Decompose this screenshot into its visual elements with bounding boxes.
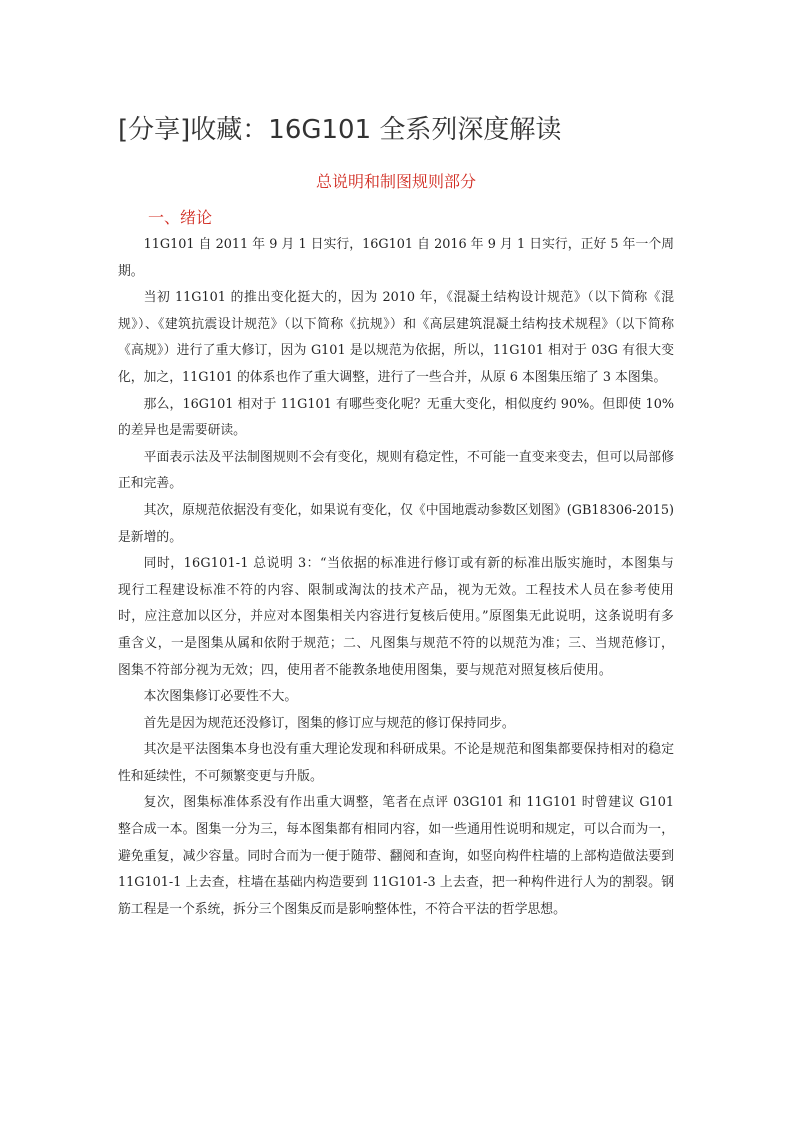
- subsection-title: 一、绪论: [148, 208, 213, 227]
- paragraph-4: 平面表示法及平法制图规则不会有变化，规则有稳定性，不可能一直变来变去，但可以局部修正和完善。: [118, 449, 674, 492]
- paragraph-3: 那么，16G101 相对于 11G101 有哪些变化呢？无重大变化，相似度约 90%。但即使 10%的差异也是需要研读。: [118, 396, 674, 439]
- page-title: [分享]收藏：16G101 全系列深度解读: [118, 115, 562, 145]
- paragraph-8: 首先是因为规范还没修订，图集的修订应与规范的修订保持同步。: [143, 715, 515, 731]
- paragraph-2: 当初 11G101 的推出变化挺大的，因为 2010 年，《混凝土结构设计规范》（以下简称《混规》）、《建筑抗震设计规范》（以下简称《抗规》）和《高层建筑混凝土结构技术规程》（以下简称《高规》）进行了重大修订，因为 G101 是以规范为依据，所以，11G101 相对于 03G 有很大变化，加之，11G101 的体系也作了重大调整，进行了一些合并，从原 6 本图集压缩了 3 本图集。: [118, 290, 674, 385]
- paragraph-7: 本次图集修订必要性不大。: [143, 689, 298, 705]
- paragraph-5: 其次，原规范依据没有变化，如果说有变化，仅《中国地震动参数区划图》(GB18306-2015) 是新增的。: [118, 502, 674, 545]
- paragraph-9: 其次是平法图集本身也没有重大理论发现和科研成果。不论是规范和图集都要保持相对的稳定性和延续性，不可频繁变更与升版。: [118, 742, 674, 784]
- paragraph-6: 同时，16G101-1 总说明 3：“当依据的标准进行修订或有新的标准出版实施时，本图集与现行工程建设标准不符的内容、限制或淘汰的技术产品，视为无效。工程技术人员在参考使用时，应注意加以区分，并应对本图集相关内容进行复核后使用。”原图集无此说明，这条说明有多重含义，一是图集从属和依附于规范；二、凡图集与规范不符的以规范为准；三、当规范修订，图集不符部分视为无效；四，使用者不能教条地使用图集，要与规范对照复核后使用。: [118, 556, 674, 678]
- paragraph-1: 11G101 自 2011 年 9 月 1 日实行，16G101 自 2016 年 9 月 1 日实行，正好 5 年一个周期。: [118, 237, 674, 279]
- article-body: [118, 232, 674, 923]
- paragraph-10: 复次，图集标准体系没有作出重大调整，笔者在点评 03G101 和 11G101 时曾建议 G101 整合成一本。图集一分为三，每本图集都有相同内容，如一些通用性说明和规定，可以合而为一，避免重复，减少容量。同时合而为一便于随带、翻阅和查询，如竖向构件柱墙的上部构造做法要到 11G101-1 上去查，柱墙在基础内构造要到 11G101-3 上去查，把一种构件进行人为的割裂。钢筋工程是一个系统，拆分三个图集反而是影响整体性，不符合平法的哲学思想。: [118, 795, 674, 917]
- section-title: 总说明和制图规则部分: [315, 172, 476, 191]
